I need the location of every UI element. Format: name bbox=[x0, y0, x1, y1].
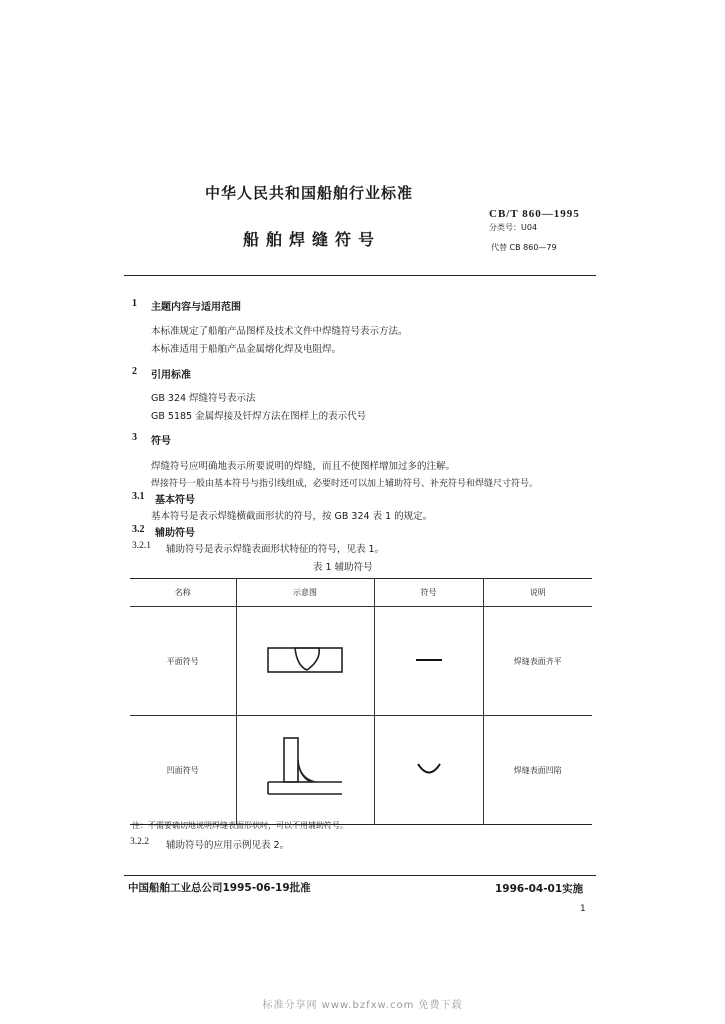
section-3-paragraph-2: 焊接符号一般由基本符号与指引线组成，必要时还可以加上辅助符号、补充符号和焊缝尺寸符号。 bbox=[151, 479, 539, 489]
section-3-2-1-paragraph: 辅助符号是表示焊缝表面形状特征的符号，见表 1。 bbox=[166, 544, 385, 555]
effective-date: 1996-04-01实施 bbox=[495, 883, 584, 895]
section-3-2-title: 辅助符号 bbox=[155, 528, 195, 539]
section-3-2-number: 3.2 bbox=[132, 524, 145, 535]
reference-gb324: GB 324 焊缝符号表示法 bbox=[151, 393, 256, 404]
section-3-title: 符号 bbox=[151, 436, 171, 447]
issuing-body: 中华人民共和国船舶行业标准 bbox=[205, 184, 414, 202]
header-description: 说明 bbox=[483, 579, 592, 607]
watermark: 标准分享网 www.bzfxw.com 免费下载 bbox=[262, 1000, 463, 1011]
section-1-title: 主题内容与适用范围 bbox=[151, 302, 241, 313]
header-diagram: 示意图 bbox=[236, 579, 374, 607]
table-header-row bbox=[130, 579, 592, 607]
auxiliary-symbols-table bbox=[130, 578, 592, 825]
section-3-2-2-paragraph: 辅助符号的应用示例见表 2。 bbox=[166, 840, 290, 851]
header-rule bbox=[124, 275, 596, 276]
header-name: 名称 bbox=[130, 579, 236, 607]
section-3-1-paragraph: 基本符号是表示焊缝横截面形状的符号，按 GB 324 表 1 的规定。 bbox=[151, 511, 433, 522]
section-3-2-2-number: 3.2.2 bbox=[130, 837, 149, 847]
section-3-1-number: 3.1 bbox=[132, 491, 145, 502]
table-caption: 表 1 辅助符号 bbox=[313, 562, 373, 573]
flat-weld-diagram-icon bbox=[265, 640, 345, 680]
section-1-number: 1 bbox=[132, 298, 137, 309]
header-symbol: 符号 bbox=[374, 579, 483, 607]
section-3-2-1-number: 3.2.1 bbox=[132, 541, 151, 551]
section-3-number: 3 bbox=[132, 432, 137, 443]
section-1-paragraph-1: 本标准规定了船舶产品图样及技术文件中焊缝符号表示方法。 bbox=[151, 326, 408, 337]
section-2-number: 2 bbox=[132, 366, 137, 377]
row-name: 平面符号 bbox=[130, 607, 236, 716]
concave-weld-diagram-icon bbox=[265, 734, 345, 804]
table-row bbox=[130, 607, 592, 716]
replaces-standard: 代替 CB 860—79 bbox=[491, 243, 557, 252]
flat-symbol-cell bbox=[374, 607, 483, 716]
section-3-paragraph-1: 焊缝符号应明确地表示所要说明的焊缝，而且不使图样增加过多的注解。 bbox=[151, 461, 456, 472]
standard-title: 船舶焊缝符号 bbox=[243, 230, 382, 249]
standard-code: CB/T 860—1995 bbox=[489, 208, 580, 220]
flat-weld-diagram bbox=[236, 607, 374, 716]
table-row bbox=[130, 716, 592, 825]
footer-rule bbox=[124, 875, 596, 876]
concave-weld-diagram bbox=[236, 716, 374, 825]
row-description: 焊缝表面凹陷 bbox=[483, 716, 592, 825]
approval-date: 中国船舶工业总公司1995-06-19批准 bbox=[128, 882, 311, 894]
concave-symbol-cell bbox=[374, 716, 483, 825]
section-1-paragraph-2: 本标准适用于船舶产品金属熔化焊及电阻焊。 bbox=[151, 344, 342, 355]
concave-symbol-icon bbox=[414, 761, 444, 777]
page-number: 1 bbox=[580, 904, 586, 914]
flat-symbol-icon bbox=[414, 656, 444, 664]
table-note: 注：不需要确切地说明焊缝表面形状时，可以不用辅助符号。 bbox=[132, 821, 348, 830]
classification-number: 分类号：U04 bbox=[489, 223, 538, 232]
row-description: 焊缝表面齐平 bbox=[483, 607, 592, 716]
reference-gb5185: GB 5185 金属焊接及钎焊方法在图样上的表示代号 bbox=[151, 411, 367, 422]
row-name: 凹面符号 bbox=[166, 765, 199, 775]
section-2-title: 引用标准 bbox=[151, 370, 191, 381]
section-3-1-title: 基本符号 bbox=[155, 495, 195, 506]
